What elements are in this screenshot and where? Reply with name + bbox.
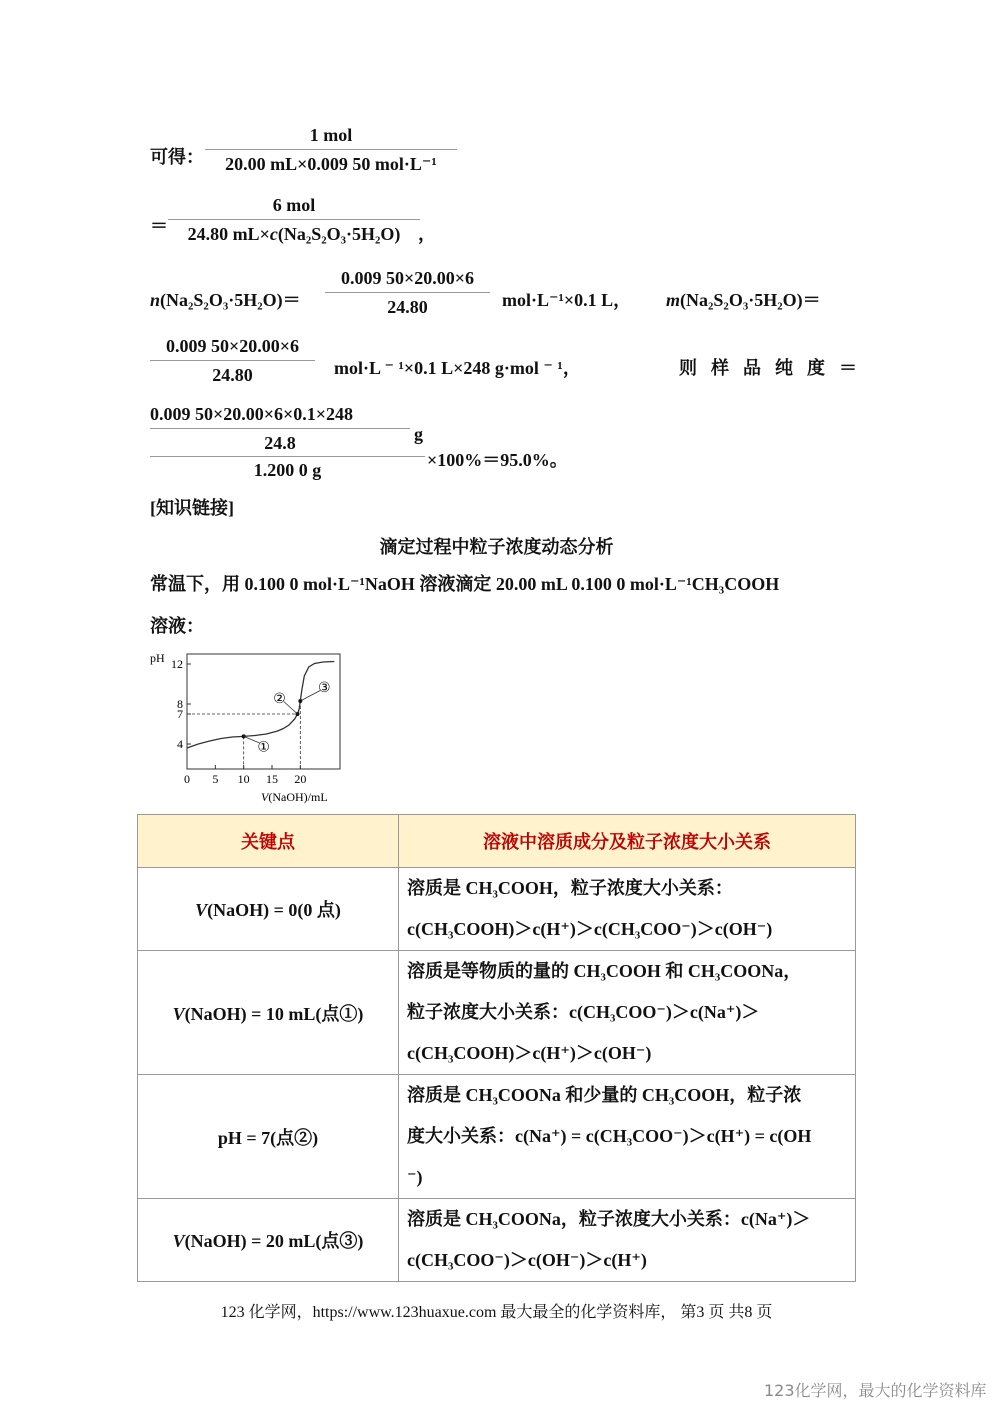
y-tick-label: 8 xyxy=(177,697,183,711)
x-tick-label: 5 xyxy=(212,772,219,786)
y-tick-label: 4 xyxy=(177,737,183,751)
fraction-3 xyxy=(325,267,490,318)
relationship-line: 溶质是 CH₃COONa，粒子浓度大小关系：c(Na⁺)＞ xyxy=(407,1209,811,1229)
x-axis-label-v: V xyxy=(261,790,269,804)
relationship-line: 粒子浓度大小关系：c(CH₃COO⁻)＞c(Na⁺)＞ xyxy=(407,1002,760,1022)
y-tick-label: 12 xyxy=(171,657,183,671)
fraction-5-inner-numerator: 0.009 50×20.00×6×0.1×248 xyxy=(150,404,354,424)
fraction-4 xyxy=(150,335,315,386)
purity-result: ×100%＝95.0%。 xyxy=(427,450,568,470)
y-axis-label: pH xyxy=(150,651,165,665)
m-formula: (Na₂S₂O₃·5H₂O)＝ xyxy=(680,290,821,310)
relationship-line: 溶质是等物质的量的 CH₃COOH 和 CH₃COONa， xyxy=(407,961,802,981)
titration-chart xyxy=(145,645,350,805)
purity-label: 则样品纯度＝ xyxy=(679,358,871,378)
relationship-cell xyxy=(399,868,856,951)
fraction-1-denominator: 20.00 mL×0.009 50 mol·L⁻¹ xyxy=(225,154,437,174)
fraction-1 xyxy=(205,124,457,175)
header-relationship: 溶液中溶质成分及粒子浓度大小关系 xyxy=(399,815,856,868)
relationship-line: ⁻) xyxy=(407,1167,423,1187)
table-row xyxy=(138,1199,856,1282)
key-point-marker xyxy=(298,699,302,703)
relationship-line: c(CH₃COO⁻)＞c(OH⁻)＞c(H⁺) xyxy=(407,1250,647,1270)
relationship-line: c(CH₃COOH)＞c(H⁺)＞c(CH₃COO⁻)＞c(OH⁻) xyxy=(407,919,773,939)
table-header-row xyxy=(138,815,856,868)
header-key-point: 关键点 xyxy=(138,815,399,868)
section-title: 滴定过程中粒子浓度动态分析 xyxy=(379,537,614,557)
fraction-4-numerator: 0.009 50×20.00×6 xyxy=(165,336,299,356)
fraction-3-denominator: 24.80 xyxy=(387,297,428,317)
derivation-prefix-1: 可得： xyxy=(150,147,204,167)
fraction-2-bar xyxy=(168,219,420,220)
x-tick-label: 10 xyxy=(237,772,250,786)
key-point-label: ③ xyxy=(318,680,331,696)
fraction-1-bar xyxy=(205,149,457,150)
n-expression xyxy=(150,286,301,312)
intro-line-1: 常温下，用 0.100 0 mol·L⁻¹NaOH 溶液滴定 20.00 mL 0.100 0 mol·L⁻¹CH₃COOH xyxy=(150,574,780,594)
n-unit-text: mol·L⁻¹×0.1 L， xyxy=(502,290,632,310)
relationship-line: 溶质是 CH₃COONa 和少量的 CH₃COOH，粒子浓 xyxy=(407,1085,802,1105)
n-formula: (Na₂S₂O₃·5H₂O)＝ xyxy=(160,290,301,310)
table-row xyxy=(138,1075,856,1199)
fraction-2-numerator: 6 mol xyxy=(272,195,316,215)
intro-line-2: 溶液： xyxy=(150,616,204,636)
fraction-5-unit: g xyxy=(414,424,423,444)
x-tick-label: 15 xyxy=(266,772,278,786)
relationship-line: c(CH₃COOH)＞c(H⁺)＞c(OH⁻) xyxy=(407,1043,652,1063)
titration-curve xyxy=(187,662,334,749)
page-footer: 123 化学网，https://www.123huaxue.com 最大最全的化学资料库， 第3 页 共8 页 xyxy=(220,1304,773,1321)
key-point-cell xyxy=(138,1199,399,1282)
fraction-1-numerator: 1 mol xyxy=(309,125,353,145)
v-symbol: V xyxy=(172,1003,185,1024)
fraction-3-numerator: 0.009 50×20.00×6 xyxy=(340,268,474,288)
fraction-4-denominator: 24.80 xyxy=(212,365,253,385)
fraction-2-den-b: (Na₂S₂O₃·5H₂O) xyxy=(277,224,401,244)
fraction-3-bar xyxy=(325,292,490,293)
key-points-table xyxy=(137,814,856,1282)
watermark: 123化学网，最大的化学资料库 xyxy=(764,1381,987,1400)
key-point-label: ② xyxy=(273,691,286,707)
relationship-line: 溶质是 CH₃COOH，粒子浓度大小关系： xyxy=(407,878,733,898)
key-point-text: (NaOH) = 20 mL(点③) xyxy=(184,1231,364,1251)
key-point-text: pH = 7(点②) xyxy=(217,1127,319,1148)
fraction-2 xyxy=(168,194,420,245)
derivation-prefix-2: ＝ xyxy=(150,216,168,236)
y-tick-label: 7 xyxy=(177,707,183,721)
m-label: m xyxy=(666,290,681,310)
fraction-2-den-c: c xyxy=(269,224,278,244)
fraction-5-outer-denominator: 1.200 0 g xyxy=(253,460,322,480)
x-axis-label xyxy=(261,790,328,804)
relationship-cell xyxy=(399,1075,856,1199)
x-tick-label: 20 xyxy=(294,772,307,786)
v-symbol: V xyxy=(195,900,208,920)
fraction-4-bar xyxy=(150,360,315,361)
table-row xyxy=(138,951,856,1075)
x-axis-label-rest: (NaOH)/mL xyxy=(268,790,328,804)
fraction-2-den-a: 24.80 mL× xyxy=(187,224,270,244)
m-unit-text: mol·L ⁻ ¹×0.1 L×248 g·mol ⁻ ¹， xyxy=(334,358,581,378)
key-point-text: (NaOH) = 10 mL(点①) xyxy=(184,1003,364,1024)
key-point-text: (NaOH) = 0(0 点) xyxy=(207,900,341,920)
key-point-cell xyxy=(138,868,399,951)
n-label: n xyxy=(150,290,161,310)
m-expression xyxy=(666,286,821,312)
table-row xyxy=(138,868,856,951)
key-point-cell xyxy=(138,951,399,1075)
relationship-cell xyxy=(399,1199,856,1282)
key-point-label: ① xyxy=(257,739,270,756)
x-tick-label: 0 xyxy=(184,772,190,786)
key-point-cell xyxy=(138,1075,399,1199)
relationship-cell xyxy=(399,951,856,1075)
fraction-5-inner xyxy=(150,403,410,454)
knowledge-link-heading: [知识链接] xyxy=(150,498,234,518)
fraction-5-inner-denominator: 24.8 xyxy=(264,433,296,453)
fraction-5-inner-bar xyxy=(150,428,410,429)
derivation-comma-2: ， xyxy=(418,224,436,244)
fraction-5-outer-bar xyxy=(150,456,425,457)
v-symbol: V xyxy=(172,1231,185,1251)
fraction-2-denominator xyxy=(168,223,420,245)
relationship-line: 度大小关系：c(Na⁺) = c(CH₃COO⁻)＞c(H⁺) = c(OH xyxy=(407,1126,812,1146)
